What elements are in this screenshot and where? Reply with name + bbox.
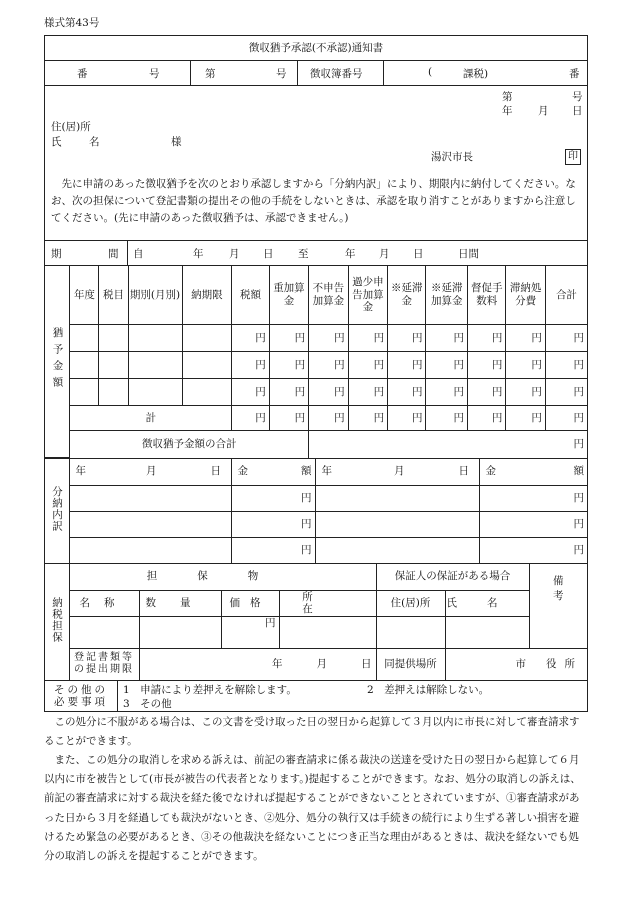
doc-month: 月 bbox=[538, 105, 549, 117]
period-label-kan: 間 bbox=[108, 248, 119, 260]
col-total: 合計 bbox=[545, 266, 587, 324]
notice-form bbox=[44, 35, 588, 712]
col-dunning-fee: 督促手数料 bbox=[468, 266, 506, 324]
table-row: 円 円 円 円 円 円 円 円 円 bbox=[45, 351, 587, 378]
installment-section: 分納内訳 年 月 日 金 額 年 月 日 金 額 円 円 円 円 円 円 bbox=[45, 459, 587, 564]
note-paragraph-2: また、この処分の取消しを求める訴えは、前記の審査請求に係る裁決の送達を受けた日の翌日から起算して６月以内に市を被告として(市長が被告の代表者となります。)提起することができます。なお、処分の取消しの訴えは、前記の審査請求に対する裁決を経た後でなければ提起することができないこととされていますが、①審査請求があった日から３月を経過しても裁決がないとき、②処分、処分の執行又は手続きの続行により生ずる著しい損害を避けるため緊急の必要があるとき、③その他裁決を経ないことにつき正当な理由があるときは、裁決を経ないでも処分の取消しの訴えを提起することができます。 bbox=[44, 754, 581, 862]
other-matters-row bbox=[45, 681, 587, 711]
collateral-qty-label: 数量 bbox=[139, 590, 221, 616]
number-row bbox=[45, 61, 587, 86]
table-row: 円 円 円 円 円 円 円 円 円 bbox=[45, 324, 587, 351]
from-day: 日 bbox=[263, 248, 274, 260]
col-nonfiling-penalty: 不申告加算金 bbox=[309, 266, 348, 324]
period-label-ki: 期 bbox=[51, 248, 62, 260]
subtotal-label: 計 bbox=[70, 405, 232, 430]
col-delinquency-tax: ※延滞金 bbox=[388, 266, 426, 324]
collateral-header: 担保物 bbox=[69, 564, 376, 590]
col-tax-item: 税目 bbox=[99, 266, 128, 324]
name-label-shi: 氏 bbox=[51, 136, 62, 148]
honorific-sama: 様 bbox=[171, 136, 182, 148]
other-label-line2: 必要事項 bbox=[54, 696, 108, 708]
period-from: 自 bbox=[133, 248, 144, 260]
to-month: 月 bbox=[379, 248, 390, 260]
period-row bbox=[45, 241, 587, 266]
col-period: 期別(月別) bbox=[128, 266, 182, 324]
collateral-side-label: 納税担保 bbox=[51, 597, 64, 644]
collateral-name-label: 名称 bbox=[69, 590, 139, 616]
address-block bbox=[45, 86, 587, 241]
seal-mark: 印 bbox=[565, 149, 581, 165]
appeal-notes bbox=[44, 713, 584, 866]
table-row: 円 円 bbox=[45, 537, 587, 563]
col-underreport-penalty: 過少申告加算金 bbox=[348, 266, 387, 324]
doc-dai: 第 bbox=[502, 91, 513, 103]
form-title: 徴収猶予承認(不承認)通知書 bbox=[248, 41, 384, 54]
ban2-label: 番 bbox=[569, 68, 580, 80]
collateral-location-label: 所在 bbox=[279, 590, 376, 616]
other-label-line1: その他の bbox=[54, 683, 108, 696]
table-row: 円 円 円 円 円 円 円 円 円 bbox=[45, 378, 587, 405]
note-paragraph-1: この処分に不服がある場合は、この文書を受け取った日の翌日から起算して３月以内に市長に対して審査請求することができます。 bbox=[44, 716, 580, 748]
doc-go: 号 bbox=[572, 91, 583, 103]
book-number-label: 徴収簿番号 bbox=[310, 68, 363, 80]
table-row: 円 bbox=[45, 616, 587, 648]
address-label: 住(居)所 bbox=[51, 121, 91, 133]
to-day: 日 bbox=[413, 248, 424, 260]
grand-total-label: 徴収猶予金額の合計 bbox=[70, 430, 309, 457]
col-fiscal-year: 年度 bbox=[70, 266, 99, 324]
col-tax-amount: 税額 bbox=[232, 266, 269, 324]
guarantor-header: 保証人の保証がある場合 bbox=[376, 564, 529, 590]
period-to: 至 bbox=[298, 248, 309, 260]
other-item-3: 3 その他 bbox=[123, 698, 172, 710]
go2-label: 号 bbox=[276, 68, 287, 80]
doc-day: 日 bbox=[572, 105, 583, 117]
from-month: 月 bbox=[229, 248, 240, 260]
title-row bbox=[45, 36, 587, 61]
col-delinquency-penalty: ※延滞加算金 bbox=[426, 266, 468, 324]
grand-total-row: 徴収猶予金額の合計 円 bbox=[45, 430, 587, 457]
from-year: 年 bbox=[193, 248, 204, 260]
col-disposition-cost: 滞納処分費 bbox=[506, 266, 545, 324]
mayor-name: 湯沢市長 bbox=[431, 151, 473, 163]
subtotal-row: 計 円 円 円 円 円 円 円 円 円 bbox=[45, 405, 587, 430]
table-row: 円 円 bbox=[45, 511, 587, 537]
collateral-section: 納税担保 担保物 保証人の保証がある場合 備考 名称 数量 価格 所在 住(居)所 氏名 円 登記書類等の提出期限 年 月 日 同提供場所 市 役所 bbox=[45, 564, 587, 681]
ban-label: 番 bbox=[77, 68, 88, 80]
dai-label: 第 bbox=[205, 68, 216, 80]
approval-message: 先に申請のあった徴収猶予を次のとおり承認しますから「分納内訳」により、期限内に納付してください。なお、次の担保について登記書類の提出その他の手続をしないときは、承認を取り消すことがありますから注意してください。(先に申請のあった徴収猶予は、承認できません。) bbox=[51, 178, 576, 224]
table-row: 円 円 bbox=[45, 485, 587, 511]
guarantor-address-label: 住(居)所 bbox=[376, 590, 445, 616]
paren-open: ( bbox=[428, 66, 433, 78]
form-number: 様式第43号 bbox=[44, 17, 100, 29]
doc-deadline-label: 登記書類等の提出期限 bbox=[69, 648, 139, 680]
name-label-mei: 名 bbox=[89, 136, 100, 148]
col-heavy-penalty: 重加算金 bbox=[269, 266, 308, 324]
other-item-2: 2 差押えは解除しない。 bbox=[367, 684, 490, 696]
col-due-date: 納期限 bbox=[182, 266, 232, 324]
grace-side-label: 猶予金額 bbox=[51, 326, 64, 393]
other-item-1: 1 申請により差押えを解除します。 bbox=[123, 684, 297, 696]
remarks-header: 備考 bbox=[553, 575, 564, 602]
guarantor-name-label: 氏名 bbox=[445, 590, 529, 616]
grace-section bbox=[45, 266, 587, 459]
provision-place-label: 同提供場所 bbox=[376, 648, 445, 680]
go-label: 号 bbox=[149, 68, 160, 80]
collateral-price-label: 価格 bbox=[221, 590, 279, 616]
doc-year: 年 bbox=[502, 105, 513, 117]
kazei-label: 課税) bbox=[463, 68, 489, 80]
period-days: 日間 bbox=[458, 248, 479, 260]
installment-side-label: 分納内訳 bbox=[51, 485, 64, 532]
to-year: 年 bbox=[345, 248, 356, 260]
